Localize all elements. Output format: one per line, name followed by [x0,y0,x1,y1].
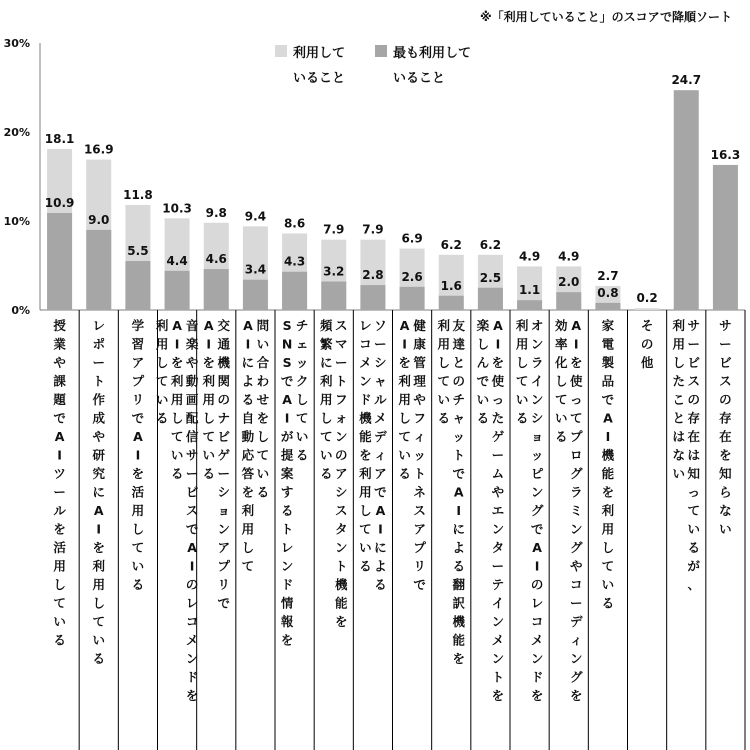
sort-note: ※「利用していること」のスコアで降順ソート [479,10,732,24]
category-label: オンラインショッピングで A I のレコメンドを [530,318,544,703]
bar-most-using [400,287,425,310]
value-label-using: 6.2 [440,237,462,252]
category-label: 交通機関のナビゲーションアプリで [217,318,231,611]
value-label-using: 2.7 [597,268,619,283]
value-label-most-using: 9.0 [88,212,110,227]
value-label-using: 16.9 [83,142,114,157]
value-label-most-using: 4.4 [166,253,188,268]
value-label-most-using: 1.1 [518,283,541,298]
category-label: 効率化している [554,318,568,444]
category-label: レポート作成や研究に A I を利用している [92,318,106,666]
category-label: 頻繁に利用している [319,318,333,481]
value-label-using: 0.2 [636,291,658,306]
value-label-most-using: 3.4 [244,262,267,277]
legend-label: いること [293,71,346,86]
legend-swatch [275,45,287,57]
bar-most-using [360,285,385,310]
value-label-using: 9.8 [205,205,227,220]
category-label: サービスの存在は知っているが、 [687,318,701,592]
value-label-most-using: 24.7 [671,73,702,88]
category-label: 楽しんでいる [476,318,490,426]
bar-most-using [439,296,464,310]
value-label-most-using: 5.5 [127,244,149,259]
bar-most-using [556,292,581,310]
value-label-using: 4.9 [558,249,580,264]
y-tick-label: 10% [3,215,30,228]
category-label: 利用している [515,318,529,426]
y-tick-label: 20% [3,126,30,139]
category-label: S N S で A I が提案するトレンド情報を [280,318,294,648]
bar-most-using [713,165,738,310]
bar-most-using [321,282,346,310]
category-label: 利用している [155,318,169,426]
value-label-using: 18.1 [44,131,75,146]
category-label: A I を利用している [170,318,184,481]
value-label-most-using: 16.3 [710,147,741,162]
category-label: その他 [640,318,654,370]
category-label: サービスの存在を知らない [719,318,732,537]
value-label-most-using: 10.9 [44,195,75,210]
value-label-most-using: 4.6 [205,252,227,267]
category-label: A I を使ったゲームやエンターテインメントを [491,318,505,703]
value-label-using: 6.2 [479,237,502,252]
value-label-using: 4.9 [518,249,541,264]
value-label-using: 7.9 [362,222,384,237]
value-label-most-using: 4.3 [283,254,306,269]
value-label-most-using: 1.6 [440,278,462,293]
bar-most-using [282,272,307,310]
bar-most-using [478,288,503,310]
bar-most-using [595,303,620,310]
category-label: 学習アプリで A I を活用している [131,318,145,592]
category-label: 健康管理やフィットネスアプリで [413,318,426,592]
bar-most-using [674,90,699,310]
value-label-most-using: 2.6 [401,269,423,284]
category-label: ソーシャルメディアで A I による [374,318,387,592]
bar-most-using [47,213,72,310]
category-label: 問い合わせをしている [256,318,270,500]
category-label: 家電製品で A I 機能を利用している [601,318,615,611]
bar-most-using [243,280,268,310]
value-label-using: 6.9 [401,231,423,246]
bar-most-using [517,300,542,310]
category-label: 音楽や動画配信サービスで A I のレコメンドを [185,318,199,703]
category-label: チェックしている [295,318,309,463]
bar-most-using [165,271,190,310]
legend-label: いること [393,71,446,86]
value-label-most-using: 2.0 [558,275,580,290]
category-label: A I を利用している [202,318,216,481]
category-label: レコメンド機能を利用している [359,318,372,574]
category-label: A I を利用している [398,318,411,481]
y-tick-label: 30% [3,37,30,50]
value-label-using: 10.3 [162,201,192,216]
legend-label: 最も利用して [393,46,472,61]
value-label-using: 9.4 [244,209,267,224]
value-label-most-using: 3.2 [323,264,345,279]
bar-using [635,308,660,310]
bar-most-using [204,269,229,310]
value-label-most-using: 2.5 [479,270,502,285]
category-label: 授業や課題で A I ツールを活用している [53,318,66,648]
y-tick-label: 0% [11,304,30,317]
value-label-most-using: 0.8 [597,285,619,300]
category-label: 利用している [437,318,451,426]
category-label: 利用したことはない [672,318,686,481]
bar-most-using [125,261,150,310]
value-label-using: 7.9 [323,222,345,237]
legend-swatch [375,45,387,57]
category-label: A I による自動応答を利用して [241,318,255,574]
category-label: 友達とのチャットで A I による翻訳機能を [452,318,466,666]
value-label-using: 11.8 [123,187,153,202]
legend-label: 利用して [293,46,346,61]
bar-most-using [86,230,111,310]
category-label: A I を使ってプログラミングやコーディングを [569,318,583,703]
category-label: スマートフォンのアシスタント機能を [334,318,348,629]
value-label-most-using: 2.8 [362,268,384,283]
value-label-using: 8.6 [283,216,306,231]
